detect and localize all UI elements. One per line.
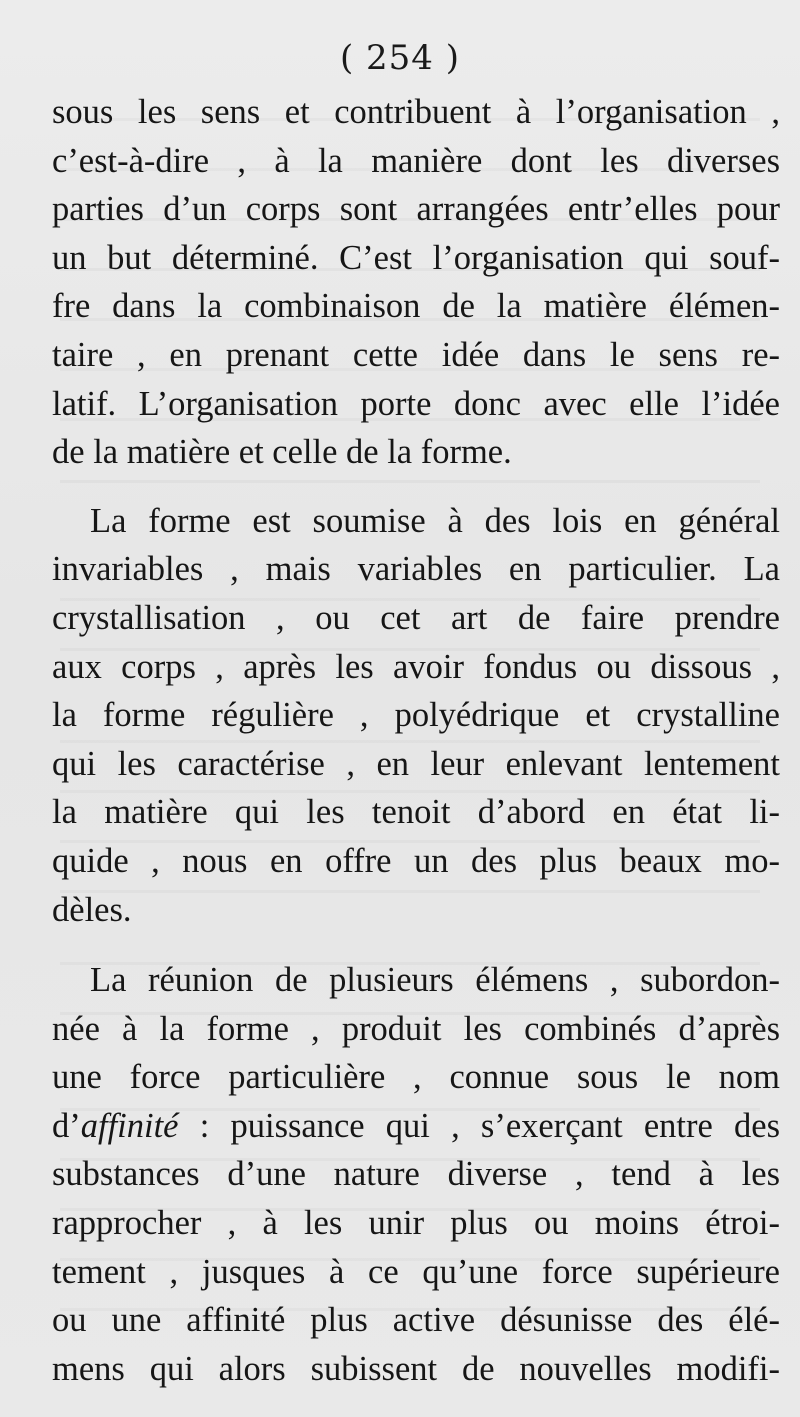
text-line: taire , en prenant cette idée dans le sens re- (52, 335, 780, 374)
paragraph-3 (52, 956, 780, 1393)
text-line: née à la forme , produit les combinés d’après (52, 1009, 780, 1048)
text-line: quide , nous en offre un des plus beaux mo- (52, 841, 780, 880)
paragraph-spacer (52, 477, 780, 497)
text-line: une force particulière , connue sous le nom (52, 1058, 780, 1097)
page-number: ( 254 ) (339, 38, 461, 78)
text-line: ou une affinité plus active désunisse des élé- (52, 1301, 780, 1340)
text-line: crystallisation , ou cet art de faire prendre (52, 598, 780, 637)
text-line: un but déterminé. C’est l’organisation qui souf- (52, 238, 780, 277)
text-line: substances d’une nature diverse , tend à les (52, 1155, 780, 1194)
text-line: latif. L’organisation porte donc avec elle l’idée (52, 384, 780, 423)
text-line: la forme régulière , polyédrique et crystalline (52, 696, 780, 735)
text-line: dèles. (52, 890, 132, 929)
paragraph-2 (52, 497, 780, 934)
body-text (52, 88, 780, 1393)
text-line: La forme est soumise à des lois en général (90, 501, 780, 540)
paragraph-spacer (52, 934, 780, 956)
text-line: La réunion de plusieurs élémens , subordon- (90, 961, 780, 1000)
text-line: parties d’un corps sont arrangées entr’elles pour (52, 190, 780, 229)
text-line: sous les sens et contribuent à l’organisation , (52, 93, 780, 131)
text-line: rapprocher , à les unir plus ou moins étroi- (52, 1204, 780, 1243)
paragraph-1 (52, 88, 780, 477)
text-line: c’est-à-dire , à la manière dont les diverses (52, 141, 780, 180)
text-line-with-italic: d’affinité : puissance qui , s’exerçant entre des (52, 1106, 780, 1145)
text-line: la matière qui les tenoit d’abord en état li- (52, 793, 780, 832)
text-line: invariables , mais variables en particulier. La (52, 550, 780, 589)
text-line: fre dans la combinaison de la matière élémen- (52, 287, 780, 326)
text-line: aux corps , après les avoir fondus ou dissous , (52, 647, 780, 686)
text-line: qui les caractérise , en leur enlevant lentement (52, 744, 780, 783)
text-line: de la matière et celle de la forme. (52, 433, 512, 472)
italic-term: affinité (80, 1106, 179, 1145)
text-line: mens qui alors subissent de nouvelles modifi- (52, 1349, 780, 1388)
text-line: tement , jusques à ce qu’une force supérieure (52, 1252, 780, 1291)
